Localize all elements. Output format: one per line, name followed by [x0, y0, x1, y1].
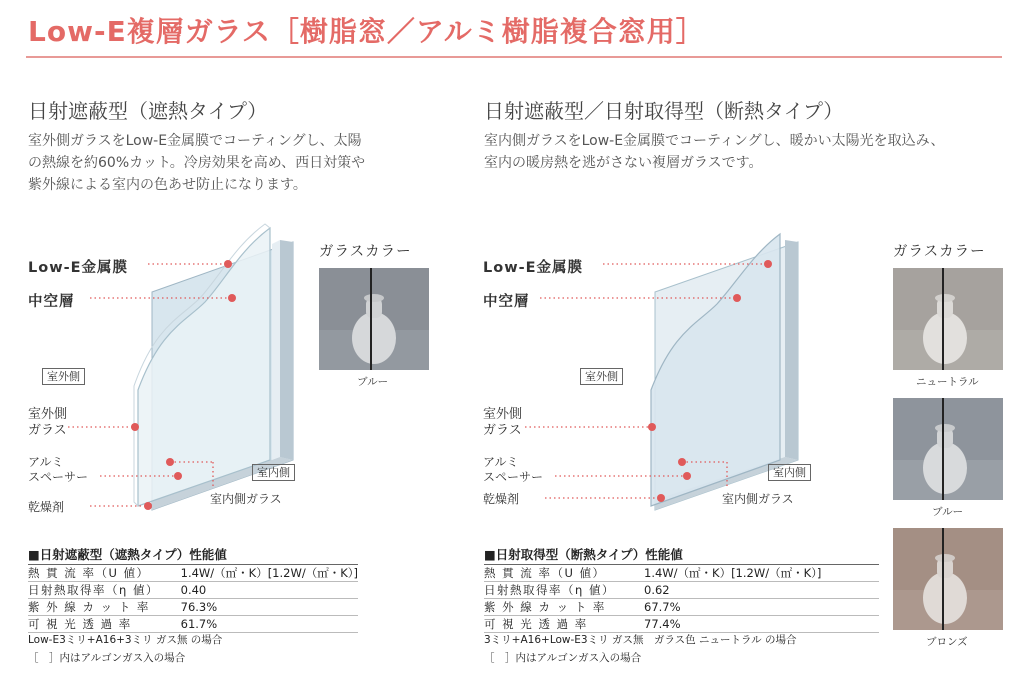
table-cell: 熱 貫 流 率（U 値） — [28, 565, 181, 582]
right-color-swatch-neutral — [893, 268, 1003, 370]
table-cell: 可 視 光 透 過 率 — [484, 616, 644, 633]
table-row — [484, 599, 879, 616]
outer-glass-pane — [134, 224, 270, 506]
right-label-desiccant: 乾燥剤 — [483, 492, 520, 506]
table-cell: 61.7% — [181, 616, 358, 633]
table-cell: 日射熱取得率（η 値） — [484, 582, 644, 599]
right-color-swatch-bronze — [893, 528, 1003, 630]
right-performance-table — [484, 564, 879, 633]
right-label-inside: 室内側 — [768, 464, 811, 481]
left-label-outer-glass: 室外側 ガラス — [28, 407, 68, 438]
right-color-name-neutral: ニュートラル — [916, 376, 979, 388]
left-color-swatch-blue — [319, 268, 429, 370]
vase-photo-bronze — [893, 528, 1003, 630]
vase-photo-blue — [319, 268, 429, 370]
left-label-desiccant: 乾燥剤 — [28, 500, 65, 514]
vase-photo-blue — [893, 398, 1003, 500]
table-row — [28, 582, 358, 599]
left-label-lowe: Low-E金属膜 — [28, 260, 129, 276]
right-color-title: ガラスカラー — [893, 244, 986, 260]
left-label-air-layer: 中空層 — [28, 294, 75, 310]
left-label-outside: 室外側 — [42, 368, 85, 385]
table-cell: 紫 外 線 カ ッ ト 率 — [28, 599, 181, 616]
left-performance-table — [28, 564, 358, 633]
right-note-1: 3ミリ+A16+Low-E3ミリ ガス無 ガラス色 ニュートラル の場合 — [484, 634, 797, 646]
table-cell: 熱 貫 流 率（U 値） — [484, 565, 644, 582]
right-label-outside: 室外側 — [580, 368, 623, 385]
right-table-title: ■日射取得型（断熱タイプ）性能値 — [484, 547, 683, 562]
left-note-2: ［ ］内はアルゴンガス入の場合 — [28, 652, 186, 664]
right-color-name-blue: ブルー — [932, 506, 964, 518]
right-label-lowe: Low-E金属膜 — [483, 260, 584, 276]
table-row — [28, 616, 358, 633]
table-cell: 77.4% — [644, 616, 879, 633]
table-cell: 1.4W/（㎡・K）[1.2W/（㎡・K）] — [180, 566, 358, 580]
left-label-inner-glass: 室内側ガラス — [210, 492, 282, 506]
left-description: 室外側ガラスをLow-E金属膜でコーティングし、太陽 の熱線を約60%カット。冷房効果を高め、西日対策や 紫外線による室内の色あせ防止になります。 — [28, 133, 366, 193]
right-note-2: ［ ］内はアルゴンガス入の場合 — [484, 652, 642, 664]
title-divider — [26, 56, 1002, 58]
table-cell: 可 視 光 透 過 率 — [28, 616, 181, 633]
left-color-name-blue: ブルー — [357, 376, 389, 388]
right-label-spacer: アルミ スペーサー — [483, 455, 544, 484]
right-heading: 日射遮蔽型／日射取得型（断熱タイプ） — [484, 99, 844, 123]
table-row — [28, 565, 358, 582]
table-cell: 67.7% — [644, 599, 879, 616]
left-color-title: ガラスカラー — [319, 244, 412, 260]
table-cell: 76.3% — [181, 599, 358, 616]
right-label-outer-glass: 室外側 ガラス — [483, 407, 523, 438]
table-cell: 1.4W/（㎡・K）[1.2W/（㎡・K）] — [644, 565, 879, 582]
table-row — [484, 616, 879, 633]
table-cell: 紫 外 線 カ ッ ト 率 — [484, 599, 644, 616]
table-cell: 0.62 — [644, 582, 879, 599]
right-color-swatch-blue — [893, 398, 1003, 500]
left-note-1: Low-E3ミリ+A16+3ミリ ガス無 の場合 — [28, 634, 223, 646]
right-label-air-layer: 中空層 — [483, 294, 530, 310]
page-title: Low-E複層ガラス［樹脂窓／アルミ樹脂複合窓用］ — [28, 15, 705, 48]
table-cell: 日射熱取得率（η 値） — [28, 582, 181, 599]
left-label-inside: 室内側 — [252, 464, 295, 481]
left-heading: 日射遮蔽型（遮熱タイプ） — [28, 99, 268, 123]
table-row — [484, 565, 879, 582]
left-label-spacer: アルミ スペーサー — [28, 455, 89, 484]
vase-photo-neutral — [893, 268, 1003, 370]
right-color-name-bronze: ブロンズ — [926, 636, 968, 648]
table-row — [484, 582, 879, 599]
table-row — [28, 599, 358, 616]
table-cell: 0.40 — [181, 582, 358, 599]
right-description: 室内側ガラスをLow-E金属膜でコーティングし、暖かい太陽光を取込み、 室内の暖房熱を逃がさない複層ガラスです。 — [484, 133, 945, 171]
left-table-title: ■日射遮蔽型（遮熱タイプ）性能値 — [28, 547, 227, 562]
right-label-inner-glass: 室内側ガラス — [722, 492, 794, 506]
